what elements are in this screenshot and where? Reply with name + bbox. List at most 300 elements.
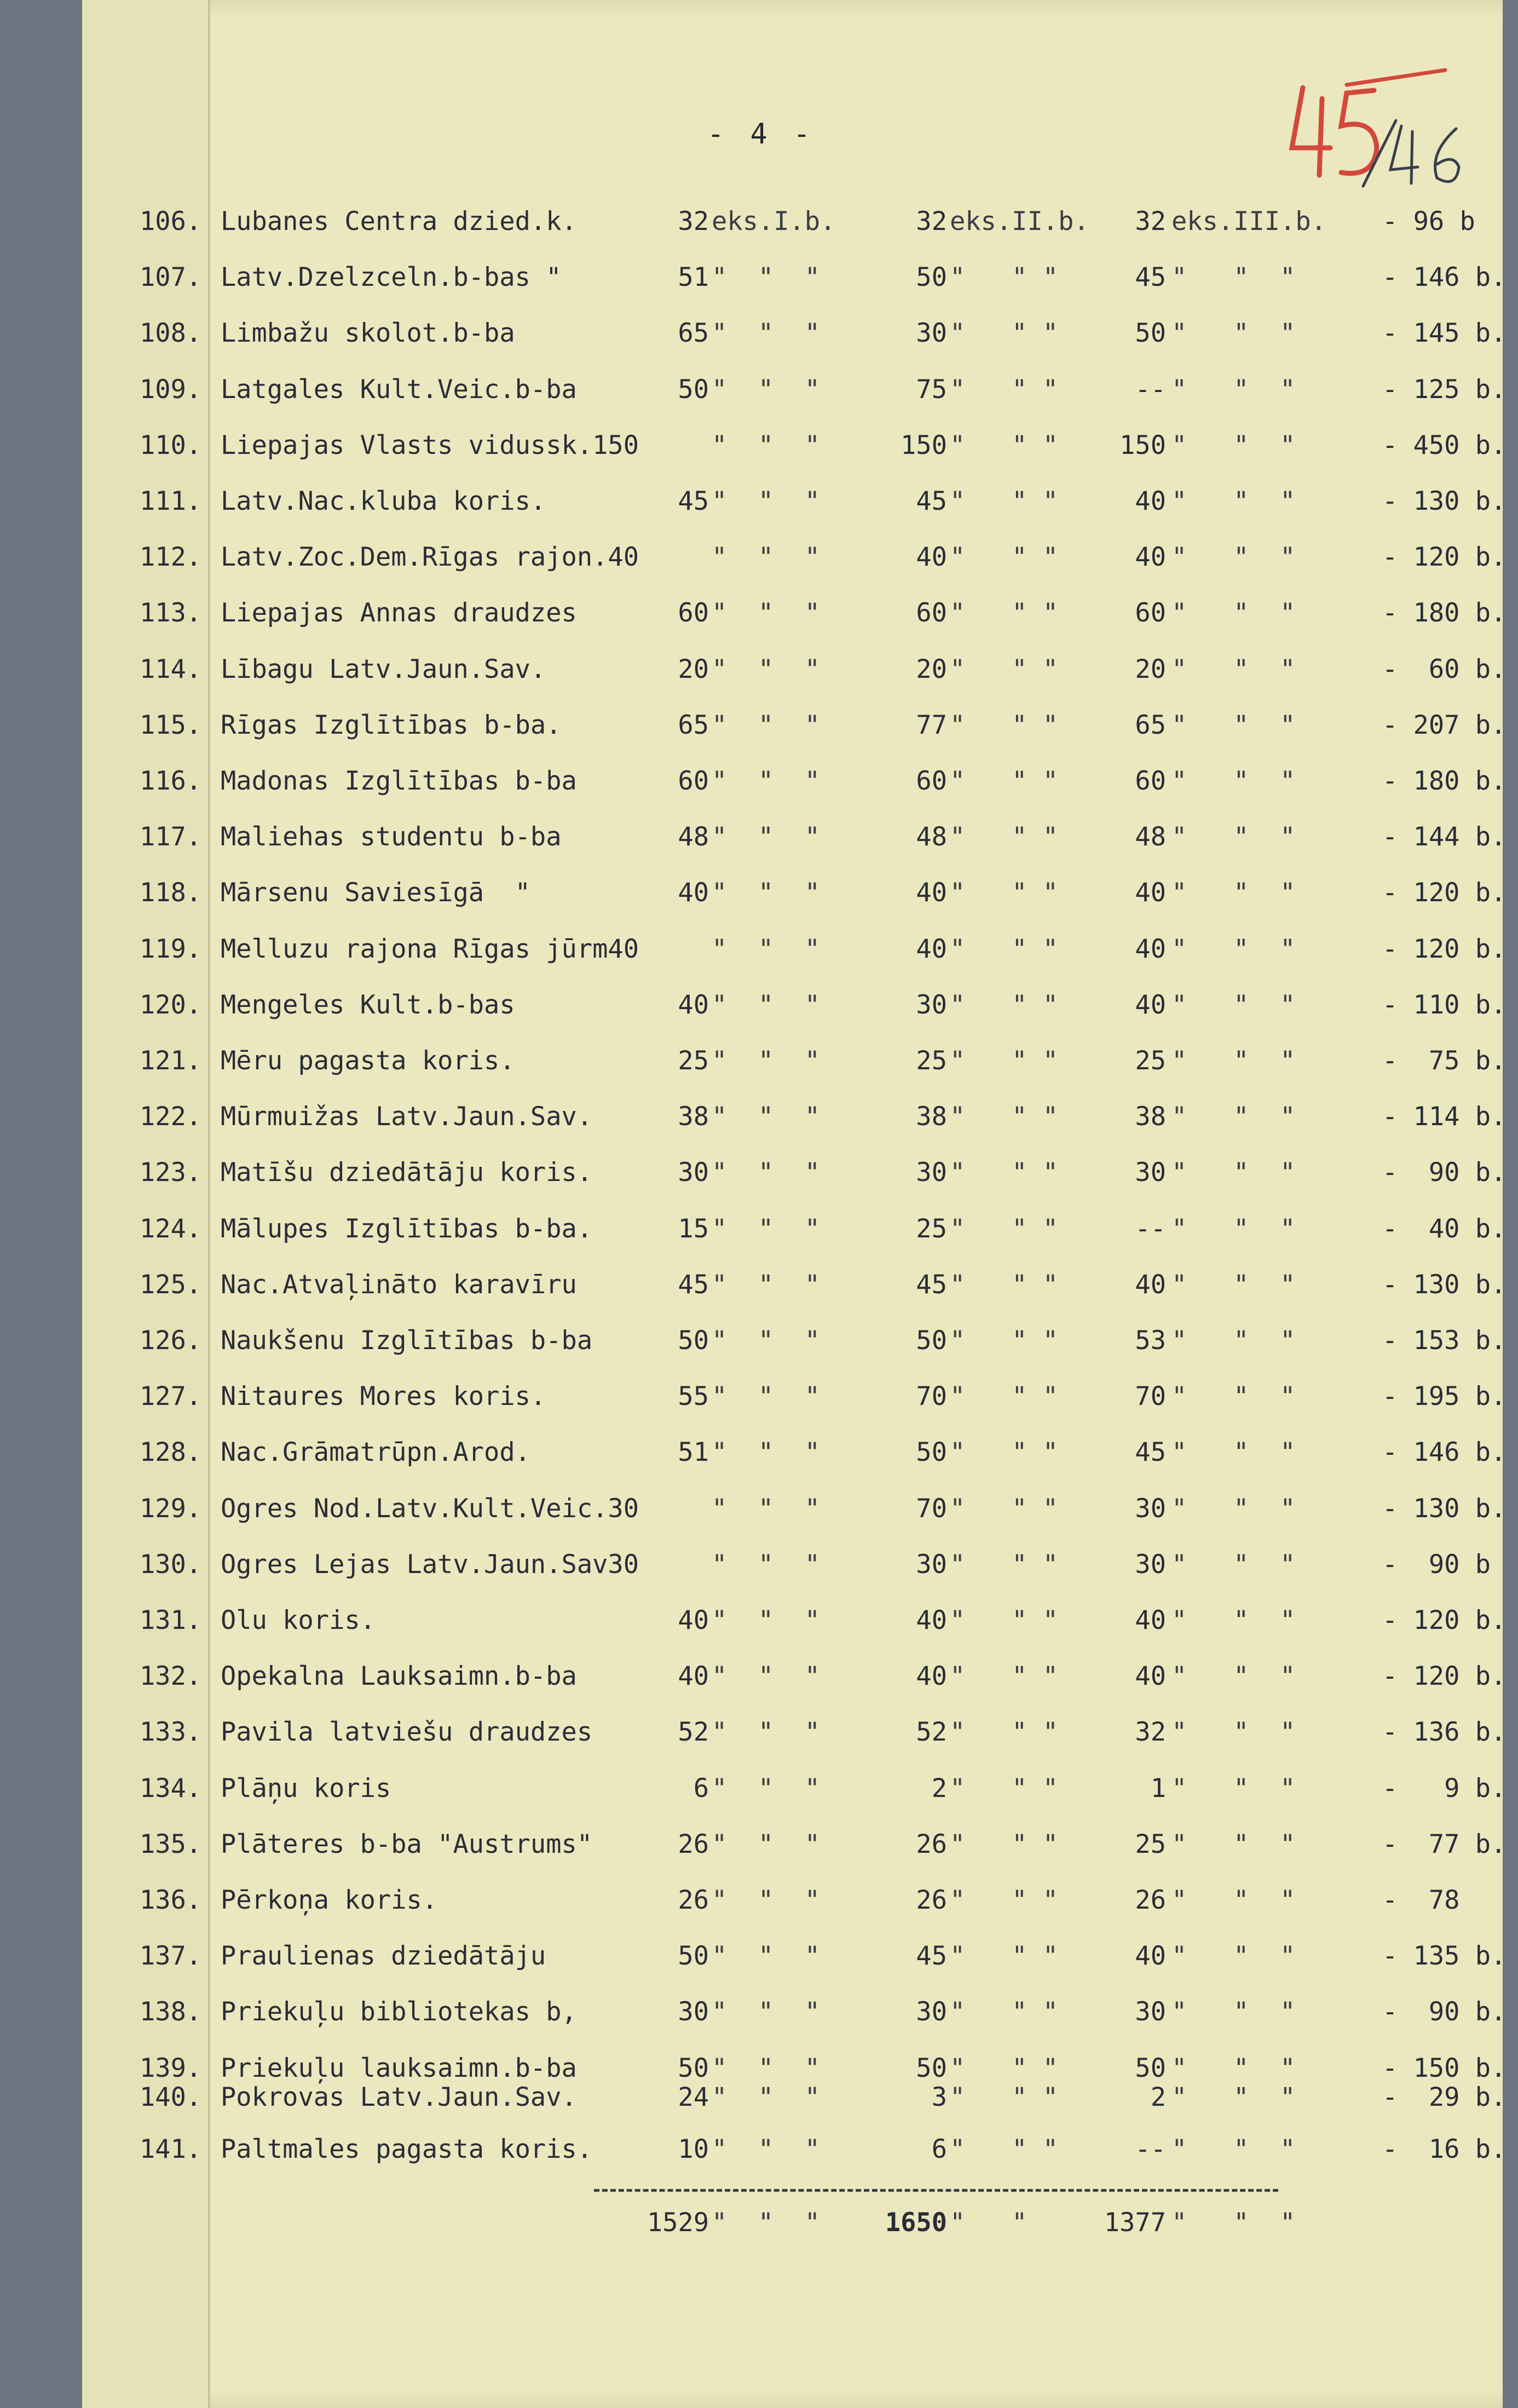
ditto-marks: " " " (950, 375, 1059, 405)
ditto-marks: " " " (950, 1605, 1059, 1635)
ditto-marks: " " " (950, 1885, 1059, 1915)
total-ditto-2: " " (950, 2208, 1028, 2238)
ditto-marks: " " " (950, 1941, 1059, 1971)
second-book-copies: 20 (916, 654, 947, 684)
third-book-copies: 40 (1135, 1270, 1166, 1300)
organization-name: Madonas Izglītības b-ba (221, 766, 577, 796)
ditto-marks: " " " (950, 1661, 1059, 1691)
ditto-marks: " " " (1171, 1717, 1296, 1747)
row-number: 122. (140, 1102, 202, 1132)
ditto-marks: " " " (712, 1270, 821, 1300)
row-total: - 120 b. (1382, 878, 1507, 908)
organization-name: Latv.Zoc.Dem.Rīgas rajon.40 (221, 542, 639, 572)
third-book-copies: 30 (1135, 1157, 1166, 1188)
ditto-marks: " " " (712, 710, 821, 740)
ditto-marks: " " " (1171, 598, 1296, 628)
row-number: 129. (140, 1494, 202, 1524)
row-total: - 90 b (1382, 1549, 1491, 1580)
organization-name: Praulienas dziedātāju (221, 1941, 546, 1971)
ditto-marks: " " " (1171, 2082, 1296, 2112)
ditto-marks: " " " (950, 2053, 1059, 2083)
second-book-copies: 2 (931, 1773, 947, 1804)
organization-name: Ogres Nod.Latv.Kult.Veic.30 (221, 1494, 639, 1524)
ditto-marks: " " " (1171, 654, 1296, 684)
ditto-marks: " " " (950, 486, 1059, 516)
ditto-marks: " " " (712, 1326, 821, 1356)
row-total: - 29 b. (1382, 2082, 1507, 2112)
row-total: - 60 b. (1382, 654, 1507, 684)
row-total: - 450 b. (1382, 430, 1507, 460)
third-book-copies: 40 (1135, 1661, 1166, 1691)
ditto-marks: " " " (950, 1214, 1059, 1244)
first-book-copies: 40 (678, 990, 709, 1020)
ditto-marks: " " " (1171, 1326, 1296, 1356)
ditto-marks: " " " (712, 375, 821, 405)
first-book-copies: 40 (678, 1605, 709, 1635)
organization-name: Mālupes Izglītības b-ba. (221, 1214, 593, 1244)
ditto-marks: " " " (1171, 1773, 1296, 1804)
ditto-marks: " " " (712, 2134, 821, 2164)
organization-name: Liepajas Annas draudzes (221, 598, 577, 628)
row-total: - 120 b. (1382, 934, 1507, 964)
first-book-copies: 26 (678, 1829, 709, 1859)
ditto-marks: " " " (950, 2134, 1059, 2164)
second-book-copies: 45 (916, 486, 947, 516)
row-total: - 16 b. (1382, 2134, 1507, 2164)
organization-name: Nitaures Mores koris. (221, 1381, 546, 1412)
row-number: 141. (140, 2134, 202, 2164)
second-book-copies: 40 (916, 1661, 947, 1691)
organization-name: Latgales Kult.Veic.b-ba (221, 375, 577, 405)
organization-name: Nac.Grāmatrūpn.Arod. (221, 1437, 530, 1467)
ditto-marks: " " " (1171, 1997, 1296, 2027)
second-book-copies: 6 (931, 2134, 947, 2164)
row-total: - 207 b. (1382, 710, 1507, 740)
ditto-marks: " " " (950, 262, 1059, 292)
ditto-marks: " " " (950, 1046, 1059, 1076)
row-total: - 145 b. (1382, 318, 1507, 348)
ditto-marks: " " " (712, 1885, 821, 1915)
row-number: 108. (140, 318, 202, 348)
organization-name: Mēru pagasta koris. (221, 1046, 515, 1076)
row-number: 131. (140, 1605, 202, 1635)
second-book-copies: 50 (916, 1437, 947, 1467)
first-book-copies: 65 (678, 318, 709, 348)
totals-row (140, 2204, 1453, 2242)
organization-name: Priekuļu lauksaimn.b-ba (221, 2053, 577, 2083)
organization-name: Mengeles Kult.b-bas (221, 990, 515, 1020)
first-book-copies: 30 (678, 1157, 709, 1188)
third-book-copies: 25 (1135, 1829, 1166, 1859)
second-book-copies: 25 (916, 1046, 947, 1076)
ditto-marks: " " " (950, 1717, 1059, 1747)
third-book-copies: 40 (1135, 934, 1166, 964)
organization-name: Latv.Dzelzceln.b-bas " (221, 262, 562, 292)
organization-name: Ogres Lejas Latv.Jaun.Sav30 (221, 1549, 639, 1580)
ditto-marks: " " " (1171, 486, 1296, 516)
ditto-marks: " " " (712, 1829, 821, 1859)
ditto-marks: " " " (712, 1773, 821, 1804)
ditto-marks: " " " (1171, 262, 1296, 292)
third-book-copies: 48 (1135, 822, 1166, 852)
row-total: - 146 b. (1382, 262, 1507, 292)
ditto-marks: " " " (712, 262, 821, 292)
ditto-marks: " " " (712, 766, 821, 796)
ditto-marks: " " " (712, 1661, 821, 1691)
ditto-marks: " " " (712, 2082, 821, 2112)
second-book-copies: 77 (916, 710, 947, 740)
row-number: 133. (140, 1717, 202, 1747)
row-number: 110. (140, 430, 202, 460)
ditto-marks: " " " (1171, 1661, 1296, 1691)
ditto-marks: " " " (1171, 542, 1296, 572)
row-total: - 153 b. (1382, 1326, 1507, 1356)
first-book-copies: 50 (678, 1941, 709, 1971)
first-book-copies: 38 (678, 1102, 709, 1132)
ditto-marks: " " " (1171, 430, 1296, 460)
second-book-copies: 50 (916, 262, 947, 292)
second-book-copies: 30 (916, 1549, 947, 1580)
ditto-marks: " " " (1171, 2134, 1296, 2164)
first-book-copies: 60 (678, 598, 709, 628)
ditto-marks: " " " (950, 1437, 1059, 1467)
first-book-copies: 52 (678, 1717, 709, 1747)
row-number: 130. (140, 1549, 202, 1580)
ditto-marks: " " " (712, 1717, 821, 1747)
row-number: 116. (140, 766, 202, 796)
third-book-copies: 26 (1135, 1885, 1166, 1915)
row-total: - 75 b. (1382, 1046, 1507, 1076)
row-number: 106. (140, 206, 202, 237)
second-book-copies: 30 (916, 1157, 947, 1188)
row-number: 137. (140, 1941, 202, 1971)
row-number: 124. (140, 1214, 202, 1244)
third-book-copies: 30 (1135, 1549, 1166, 1580)
row-total: - 195 b. (1382, 1381, 1507, 1412)
ditto-marks: " " " (950, 990, 1059, 1020)
third-book-copies: 25 (1135, 1046, 1166, 1076)
row-total: - 180 b. (1382, 766, 1507, 796)
handwritten-page-number (1281, 66, 1478, 197)
row-total: - 77 b. (1382, 1829, 1507, 1859)
ditto-marks: " " " (950, 2082, 1059, 2112)
second-book-copies: 30 (916, 318, 947, 348)
row-total: - 110 b. (1382, 990, 1507, 1020)
organization-name: Olu koris. (221, 1605, 376, 1635)
row-number: 134. (140, 1773, 202, 1804)
third-book-copies: 50 (1135, 318, 1166, 348)
ditto-marks: " " " (1171, 1046, 1296, 1076)
ditto-marks: " " " (712, 2053, 821, 2083)
ditto-marks: " " " (1171, 1102, 1296, 1132)
first-book-copies: 15 (678, 1214, 709, 1244)
third-book-copies: 32 (1135, 206, 1166, 237)
row-number: 123. (140, 1157, 202, 1188)
ditto-marks: " " " (950, 1381, 1059, 1412)
organization-name: Lubanes Centra dzied.k. (221, 206, 577, 237)
third-book-copies: 2 (1150, 2082, 1166, 2112)
ditto-marks: " " " (712, 654, 821, 684)
second-book-copies: 25 (916, 1214, 947, 1244)
row-total: - 120 b. (1382, 1605, 1507, 1635)
page-number: - 4 - (707, 118, 815, 151)
second-book-copies: 60 (916, 598, 947, 628)
third-book-copies: 40 (1135, 542, 1166, 572)
second-book-copies: 30 (916, 990, 947, 1020)
second-book-copies: 26 (916, 1885, 947, 1915)
ditto-marks: " " " (712, 430, 821, 460)
ditto-marks: " " " (1171, 710, 1296, 740)
total-ditto-3: " " " (1171, 2208, 1296, 2238)
ditto-marks: " " " (1171, 1270, 1296, 1300)
ditto-marks: " " " (950, 822, 1059, 852)
organization-name: Pokrovas Latv.Jaun.Sav. (221, 2082, 577, 2112)
second-book-copies: 50 (916, 2053, 947, 2083)
row-number: 127. (140, 1381, 202, 1412)
second-book-copies: 40 (916, 1605, 947, 1635)
ditto-marks: " " " (1171, 766, 1296, 796)
row-number: 126. (140, 1326, 202, 1356)
row-total: - 180 b. (1382, 598, 1507, 628)
ditto-marks: " " " (950, 1773, 1059, 1804)
first-book-copies: 50 (678, 1326, 709, 1356)
organization-name: Maliehas studentu b-ba (221, 822, 562, 852)
second-book-copies: 40 (916, 878, 947, 908)
first-book-copies: 26 (678, 1885, 709, 1915)
row-number: 128. (140, 1437, 202, 1467)
first-book-copies: 65 (678, 710, 709, 740)
row-total: - 130 b. (1382, 486, 1507, 516)
ditto-marks: " " " (712, 1437, 821, 1467)
ditto-marks: " " " (1171, 375, 1296, 405)
ditto-marks: " " " (1171, 990, 1296, 1020)
row-total: - 125 b. (1382, 375, 1507, 405)
ditto-marks: " " " (950, 710, 1059, 740)
row-total: - 120 b. (1382, 542, 1507, 572)
ditto-marks: " " " (712, 878, 821, 908)
organization-name: Naukšenu Izglītības b-ba (221, 1326, 593, 1356)
third-book-copies: 45 (1135, 262, 1166, 292)
row-number: 115. (140, 710, 202, 740)
first-book-copies: 10 (678, 2134, 709, 2164)
ditto-marks: " " " (950, 1270, 1059, 1300)
first-book-copies: 40 (678, 1661, 709, 1691)
ditto-marks: " " " (712, 1046, 821, 1076)
ditto-marks: " " " (950, 1494, 1059, 1524)
organization-name: Melluzu rajona Rīgas jūrm40 (221, 934, 639, 964)
total-first-book: 1529 (647, 2208, 709, 2238)
ditto-marks: " " " (712, 1157, 821, 1188)
organization-name: Opekalna Lauksaimn.b-ba (221, 1661, 577, 1691)
third-book-copies: -- (1135, 2134, 1166, 2164)
ditto-marks: " " " (712, 1214, 821, 1244)
row-number: 114. (140, 654, 202, 684)
third-book-copies: 65 (1135, 710, 1166, 740)
organization-name: Paltmales pagasta koris. (221, 2134, 593, 2164)
third-book-copies: 40 (1135, 1941, 1166, 1971)
row-total: - 135 b. (1382, 1941, 1507, 1971)
row-number: 113. (140, 598, 202, 628)
ditto-marks: " " " (950, 430, 1059, 460)
ditto-marks: " " " (950, 1997, 1059, 2027)
second-book-copies: 3 (931, 2082, 947, 2112)
second-book-copies: 45 (916, 1270, 947, 1300)
ditto-marks: " " " (1171, 1381, 1296, 1412)
row-number: 111. (140, 486, 202, 516)
ditto-marks: " " " (1171, 1494, 1296, 1524)
ditto-marks: " " " (950, 1157, 1059, 1188)
ditto-marks: " " " (950, 598, 1059, 628)
row-number: 132. (140, 1661, 202, 1691)
row-number: 112. (140, 542, 202, 572)
row-total: - 96 b (1382, 206, 1475, 237)
ditto-marks: " " " (712, 542, 821, 572)
organization-name: Plāteres b-ba "Austrums" (221, 1829, 593, 1859)
row-number: 119. (140, 934, 202, 964)
second-book-copies: 75 (916, 375, 947, 405)
ditto-marks: " " " (1171, 1605, 1296, 1635)
second-book-copies: 26 (916, 1829, 947, 1859)
ditto-marks: " " " (712, 1941, 821, 1971)
third-book-copies: 53 (1135, 1326, 1166, 1356)
third-book-copies: 60 (1135, 598, 1166, 628)
folded-paper-edge (82, 0, 210, 2408)
first-book-copies: 45 (678, 1270, 709, 1300)
first-book-copies: 40 (678, 878, 709, 908)
row-number: 140. (140, 2082, 202, 2112)
ditto-marks: " " " (712, 934, 821, 964)
third-book-copies: 30 (1135, 1997, 1166, 2027)
organization-name: Liepajas Vlasts vidussk.150 (221, 430, 639, 460)
total-ditto-1: " " " (712, 2208, 821, 2238)
second-book-copies: 60 (916, 766, 947, 796)
row-total: - 130 b. (1382, 1270, 1507, 1300)
ditto-marks: " " " (950, 934, 1059, 964)
second-book-copies: 45 (916, 1941, 947, 1971)
row-number: 125. (140, 1270, 202, 1300)
ditto-marks: " " " (712, 1381, 821, 1412)
document-page (82, 0, 1503, 2408)
ditto-marks: " " " (950, 1326, 1059, 1356)
ditto-marks: " " " (712, 1997, 821, 2027)
ditto-marks: " " " (712, 318, 821, 348)
ditto-marks: eks.I.b. (712, 206, 836, 237)
ditto-marks: " " " (1171, 1157, 1296, 1188)
row-total: - 130 b. (1382, 1494, 1507, 1524)
ditto-marks: " " " (1171, 1549, 1296, 1580)
third-book-copies: 150 (1119, 430, 1166, 460)
second-book-copies: 40 (916, 542, 947, 572)
handwritten-page-mark (1281, 66, 1478, 197)
organization-name: Matīšu dziedātāju koris. (221, 1157, 593, 1188)
ditto-marks: " " " (950, 1102, 1059, 1132)
row-number: 120. (140, 990, 202, 1020)
second-book-copies: 30 (916, 1997, 947, 2027)
first-book-copies: 45 (678, 486, 709, 516)
second-book-copies: 38 (916, 1102, 947, 1132)
organization-name: Nac.Atvaļināto karavīru (221, 1270, 577, 1300)
third-book-copies: 70 (1135, 1381, 1166, 1412)
ditto-marks: " " " (712, 486, 821, 516)
organization-name: Rīgas Izglītības b-ba. (221, 710, 562, 740)
ditto-marks: " " " (712, 1605, 821, 1635)
second-book-copies: 50 (916, 1326, 947, 1356)
first-book-copies: 30 (678, 1997, 709, 2027)
row-total: - 150 b. (1382, 2053, 1507, 2083)
first-book-copies: 50 (678, 375, 709, 405)
row-total: - 90 b. (1382, 1997, 1507, 2027)
ditto-marks: " " " (950, 1829, 1059, 1859)
ditto-marks: " " " (950, 542, 1059, 572)
ditto-marks: eks.II.b. (950, 206, 1089, 237)
third-book-copies: 40 (1135, 878, 1166, 908)
second-book-copies: 48 (916, 822, 947, 852)
third-book-copies: 45 (1135, 1437, 1166, 1467)
third-book-copies: 50 (1135, 2053, 1166, 2083)
ditto-marks: " " " (1171, 1829, 1296, 1859)
second-book-copies: 70 (916, 1381, 947, 1412)
row-total: - 78 (1382, 1885, 1460, 1915)
total-separator-line (594, 2189, 1278, 2192)
ditto-marks: " " " (1171, 822, 1296, 852)
row-number: 139. (140, 2053, 202, 2083)
row-number: 118. (140, 878, 202, 908)
first-book-copies: 60 (678, 766, 709, 796)
ditto-marks: " " " (1171, 318, 1296, 348)
third-book-copies: -- (1135, 1214, 1166, 1244)
row-number: 138. (140, 1997, 202, 2027)
ditto-marks: " " " (712, 1102, 821, 1132)
ditto-marks: " " " (950, 318, 1059, 348)
row-number: 135. (140, 1829, 202, 1859)
row-total: - 114 b. (1382, 1102, 1507, 1132)
row-total: - 90 b. (1382, 1157, 1507, 1188)
first-book-copies: 32 (678, 206, 709, 237)
ditto-marks: eks.III.b. (1171, 206, 1326, 237)
row-total: - 146 b. (1382, 1437, 1507, 1467)
organization-name: Latv.Nac.kluba koris. (221, 486, 546, 516)
first-book-copies: 55 (678, 1381, 709, 1412)
ditto-marks: " " " (1171, 1214, 1296, 1244)
second-book-copies: 150 (901, 430, 947, 460)
organization-name: Plāņu koris (221, 1773, 391, 1804)
ditto-marks: " " " (1171, 2053, 1296, 2083)
row-number: 109. (140, 375, 202, 405)
row-total: - 9 b. (1382, 1773, 1507, 1804)
row-total: - 120 b. (1382, 1661, 1507, 1691)
organization-name: Limbažu skolot.b-ba (221, 318, 515, 348)
first-book-copies: 50 (678, 2053, 709, 2083)
ditto-marks: " " " (950, 766, 1059, 796)
row-number: 107. (140, 262, 202, 292)
ditto-marks: " " " (950, 1549, 1059, 1580)
third-book-copies: 20 (1135, 654, 1166, 684)
row-total: - 40 b. (1382, 1214, 1507, 1244)
third-book-copies: -- (1135, 375, 1166, 405)
first-book-copies: 51 (678, 1437, 709, 1467)
row-total: - 144 b. (1382, 822, 1507, 852)
third-book-copies: 40 (1135, 486, 1166, 516)
ditto-marks: " " " (712, 1549, 821, 1580)
organization-name: Priekuļu bibliotekas b, (221, 1997, 577, 2027)
first-book-copies: 48 (678, 822, 709, 852)
row-number: 117. (140, 822, 202, 852)
third-book-copies: 40 (1135, 1605, 1166, 1635)
second-book-copies: 32 (916, 206, 947, 237)
ditto-marks: " " " (1171, 878, 1296, 908)
ditto-marks: " " " (712, 990, 821, 1020)
second-book-copies: 40 (916, 934, 947, 964)
